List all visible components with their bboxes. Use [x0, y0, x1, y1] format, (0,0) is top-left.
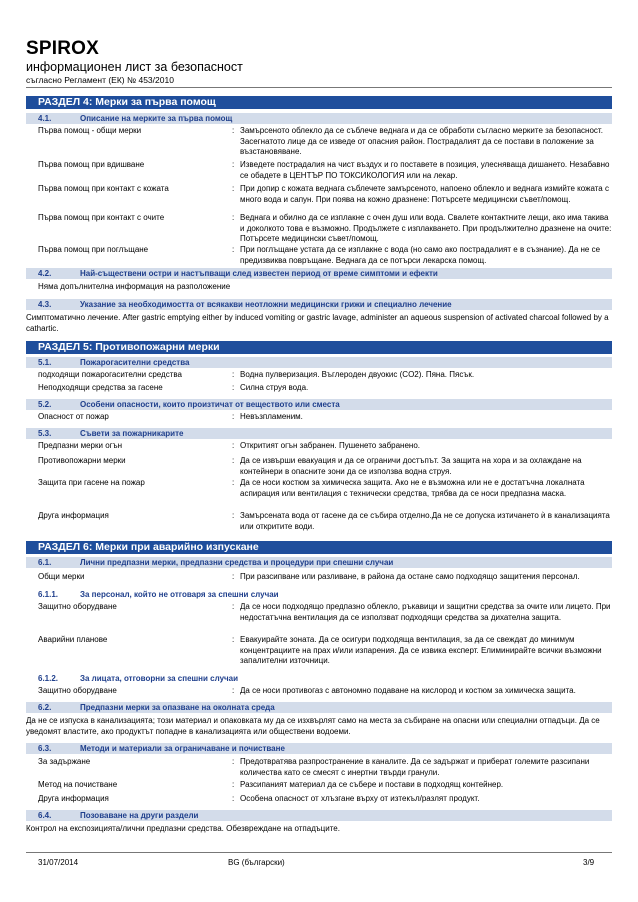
row-label: Друга информация: [38, 794, 109, 803]
subsection-title: За лицата, отговорни за спешни случаи: [80, 674, 239, 683]
subsection-title: Описание на мерките за първа помощ: [80, 114, 233, 123]
row-label: За задържане: [38, 757, 91, 766]
subsection-number: 5.1.: [38, 358, 52, 367]
subsection-number: 4.3.: [38, 300, 52, 309]
subsection-number: 4.2.: [38, 269, 52, 278]
subsection-4-1: [26, 113, 612, 124]
row-value: Да се извърши евакуация и да се ограничи достъпът. За защита на хора и за охлаждане на контейнери в опасните зони да се използва водна струя.: [240, 456, 582, 476]
subsection-title: Съвети за пожарникарите: [80, 429, 184, 438]
subsection-4-3: [26, 299, 612, 310]
subsection-5-1: [26, 357, 612, 368]
section-6-heading: РАЗДЕЛ 6: Мерки при аварийно изпускане: [26, 541, 612, 554]
subsection-number: 6.4.: [38, 811, 52, 820]
footer-divider: [26, 852, 612, 853]
subsection-5-3: [26, 428, 612, 439]
row-value: Невъзпламеним.: [240, 412, 303, 421]
section-5-heading: РАЗДЕЛ 5: Противопожарни мерки: [26, 341, 612, 354]
row-label: Защитно оборудване: [38, 686, 117, 695]
subsection-4-2: [26, 268, 612, 279]
row-value: Разсипаният материал да се събере и постави в подходящ контейнер.: [240, 780, 504, 789]
section-4-heading: РАЗДЕЛ 4: Мерки за първа помощ: [26, 96, 612, 109]
row-value: Евакуирайте зоната. Да се осигури подходяща вентилация, за да се свеждат до минимум концентрациите на прах и/или изпарения. Да се извика експерт. Елиминирайте всички възможни запалителни източници.: [240, 635, 602, 665]
subsection-6-1-1: [26, 589, 612, 600]
subsection-number: 6.3.: [38, 744, 52, 753]
subsection-title: Предпазни мерки за опазване на околната среда: [80, 703, 275, 712]
subsection-number: 4.1.: [38, 114, 52, 123]
row-label: Предпазни мерки огън: [38, 441, 122, 450]
row-label: Опасност от пожар: [38, 412, 109, 421]
row-value: Веднага и обилно да се изплакне с очен душ или вода. Свалете контактните лещи, ако има такива и доколкото това е възможно. Продължете с изплакването. При продължително дразнене на очите: Потърсете медицински съвет/помощ.: [240, 213, 612, 243]
row-value: При поглъщане устата да се изплакне с вода (но само ако пострадалият е в съзнание). Да не се предизвиква повръщане. Веднага да се потърси лекарска помощ.: [240, 245, 601, 265]
row-value: Замърсената вода от гасене да се събира отделно.Да не се допуска изтичането ѝ в канализацията или откритите води.: [240, 511, 610, 531]
subsection-title: Най-съществени остри и настъпващи след известен период от време симптоми и ефекти: [80, 269, 438, 278]
subsection-6-2: [26, 702, 612, 713]
row-label: Първа помощ при вдишване: [38, 160, 145, 169]
row-label: Първа помощ при контакт с очите: [38, 213, 165, 222]
row-value: Предотвратява разпространение в каналите. Да се задържат и приберат големите разсипани количества като се смесят с инертни твърди гранули.: [240, 757, 590, 777]
product-name: SPIROX: [26, 38, 99, 59]
subsection-5-2: [26, 399, 612, 410]
row-value: Да се носи противогаз с автономно подаване на кислород и костюм за химическа защита.: [240, 686, 576, 695]
row-label: Защита при гасене на пожар: [38, 478, 145, 487]
row-label: подходящи пожарогасителни средства: [38, 370, 182, 379]
footer-date: 31/07/2014: [38, 858, 79, 867]
row-value: Откритият огън забранен. Пушенето забранено.: [240, 441, 421, 450]
other-sections-reference-text: Контрол на експозицията/лични предпазни средства. Обезвреждане на отпадъците.: [26, 824, 340, 833]
environmental-precautions-text: Да не се изпуска в канализацията; този материал и опаковката му да се изхвърлят само на места за събиране на опасни или специални отпадъци. Да се уведомят властите, ако продуктът попадне в канализацията или обществени водоеми.: [26, 716, 600, 736]
row-label: Аварийни планове: [38, 635, 108, 644]
subsection-number: 6.1.: [38, 558, 52, 567]
subsection-number: 5.2.: [38, 400, 52, 409]
subsection-title: Методи и материали за ограничаване и почистване: [80, 744, 285, 753]
subsection-number: 6.2.: [38, 703, 52, 712]
subsection-6-3: [26, 743, 612, 754]
subsection-title: Позоваване на други раздели: [80, 811, 199, 820]
subsection-number: 6.1.2.: [38, 674, 59, 683]
row-label: Защитно оборудване: [38, 602, 117, 611]
row-value: При разсипване или разливане, в района да остане само подходящо защитения персонал.: [240, 572, 580, 581]
subsection-title: Лични предпазни мерки, предпазни средства и процедури при спешни случаи: [80, 558, 394, 567]
row-label: Противопожарни мерки: [38, 456, 126, 465]
row-label: Метод на почистване: [38, 780, 118, 789]
regulation-reference: съгласно Регламент (ЕК) № 453/2010: [26, 75, 174, 85]
row-value: Водна пулверизация. Въглероден двуокис (CO2). Пяна. Пясък.: [240, 370, 475, 379]
header-divider: [26, 87, 612, 88]
subsection-number: 5.3.: [38, 429, 52, 438]
subsection-title: Особени опасности, които произтичат от веществото или сместа: [80, 400, 340, 409]
subsection-title: За персонал, който не отговаря за спешни случаи: [80, 590, 279, 599]
row-label: Първа помощ при поглъщане: [38, 245, 149, 254]
row-label: Общи мерки: [38, 572, 85, 581]
row-value: Изведете пострадалия на чист въздух и го поставете в позиция, улесняваща дишането. Незабавно се обадете в ЦЕНТЪР ПО ТОКСИКОЛОГИЯ или на лекар.: [240, 160, 610, 180]
symptoms-text: Няма допълнителна информация на разположение: [38, 282, 231, 291]
subsection-6-1: [26, 557, 612, 568]
footer-page-number: 3/9: [583, 858, 595, 867]
row-value: При допир с кожата веднага съблечете замърсеното, напоено облекло и веднага измийте кожата с много вода и сапун. При поява на кожно дразнене: Потърсете медицински съвет/помощ.: [240, 184, 609, 204]
row-value: Да се носи подходящо предпазно облекло, ръкавици и защитни средства за очите или лицето. При недостатъчна вентилация да се използват подходящи средства за дихателна защита.: [240, 602, 611, 622]
row-value: Замърсеното облекло да се съблече веднага и да се обработи съгласно мерките за безопасност. Засегнатото лице да се изведе от опасния район. Пострадалият да се постави в положение за възстановяване.: [240, 126, 603, 156]
row-value: Да се носи костюм за химическа защита. Ако не е възможна или не е достатъчна локалната аспирация или вентилация с технически средства, трябва да се носи предпазна маска.: [240, 478, 585, 498]
subsection-title: Указание за необходимостта от всякакви неотложни медицински грижи и специално лечение: [80, 300, 452, 309]
row-value: Особена опасност от хлъзгане върху от изтекъл/разлят продукт.: [240, 794, 480, 803]
subsection-title: Пожарогасителни средства: [80, 358, 190, 367]
subsection-6-4: [26, 810, 612, 821]
row-label: Първа помощ - общи мерки: [38, 126, 142, 135]
row-label: Неподходящи средства за гасене: [38, 383, 163, 392]
subsection-6-1-2: [26, 673, 612, 684]
treatment-text: Симптоматично лечение. After gastric emptying either by induced vomiting or gastric lavage, administer an aqueous suspension of activated charcoal followed by a cathartic.: [26, 313, 609, 333]
footer-language: BG (български): [228, 858, 285, 867]
document-title: информационен лист за безопасност: [26, 60, 243, 74]
row-value: Силна струя вода.: [240, 383, 309, 392]
subsection-number: 6.1.1.: [38, 590, 59, 599]
row-label: Първа помощ при контакт с кожата: [38, 184, 169, 193]
row-label: Друга информация: [38, 511, 109, 520]
